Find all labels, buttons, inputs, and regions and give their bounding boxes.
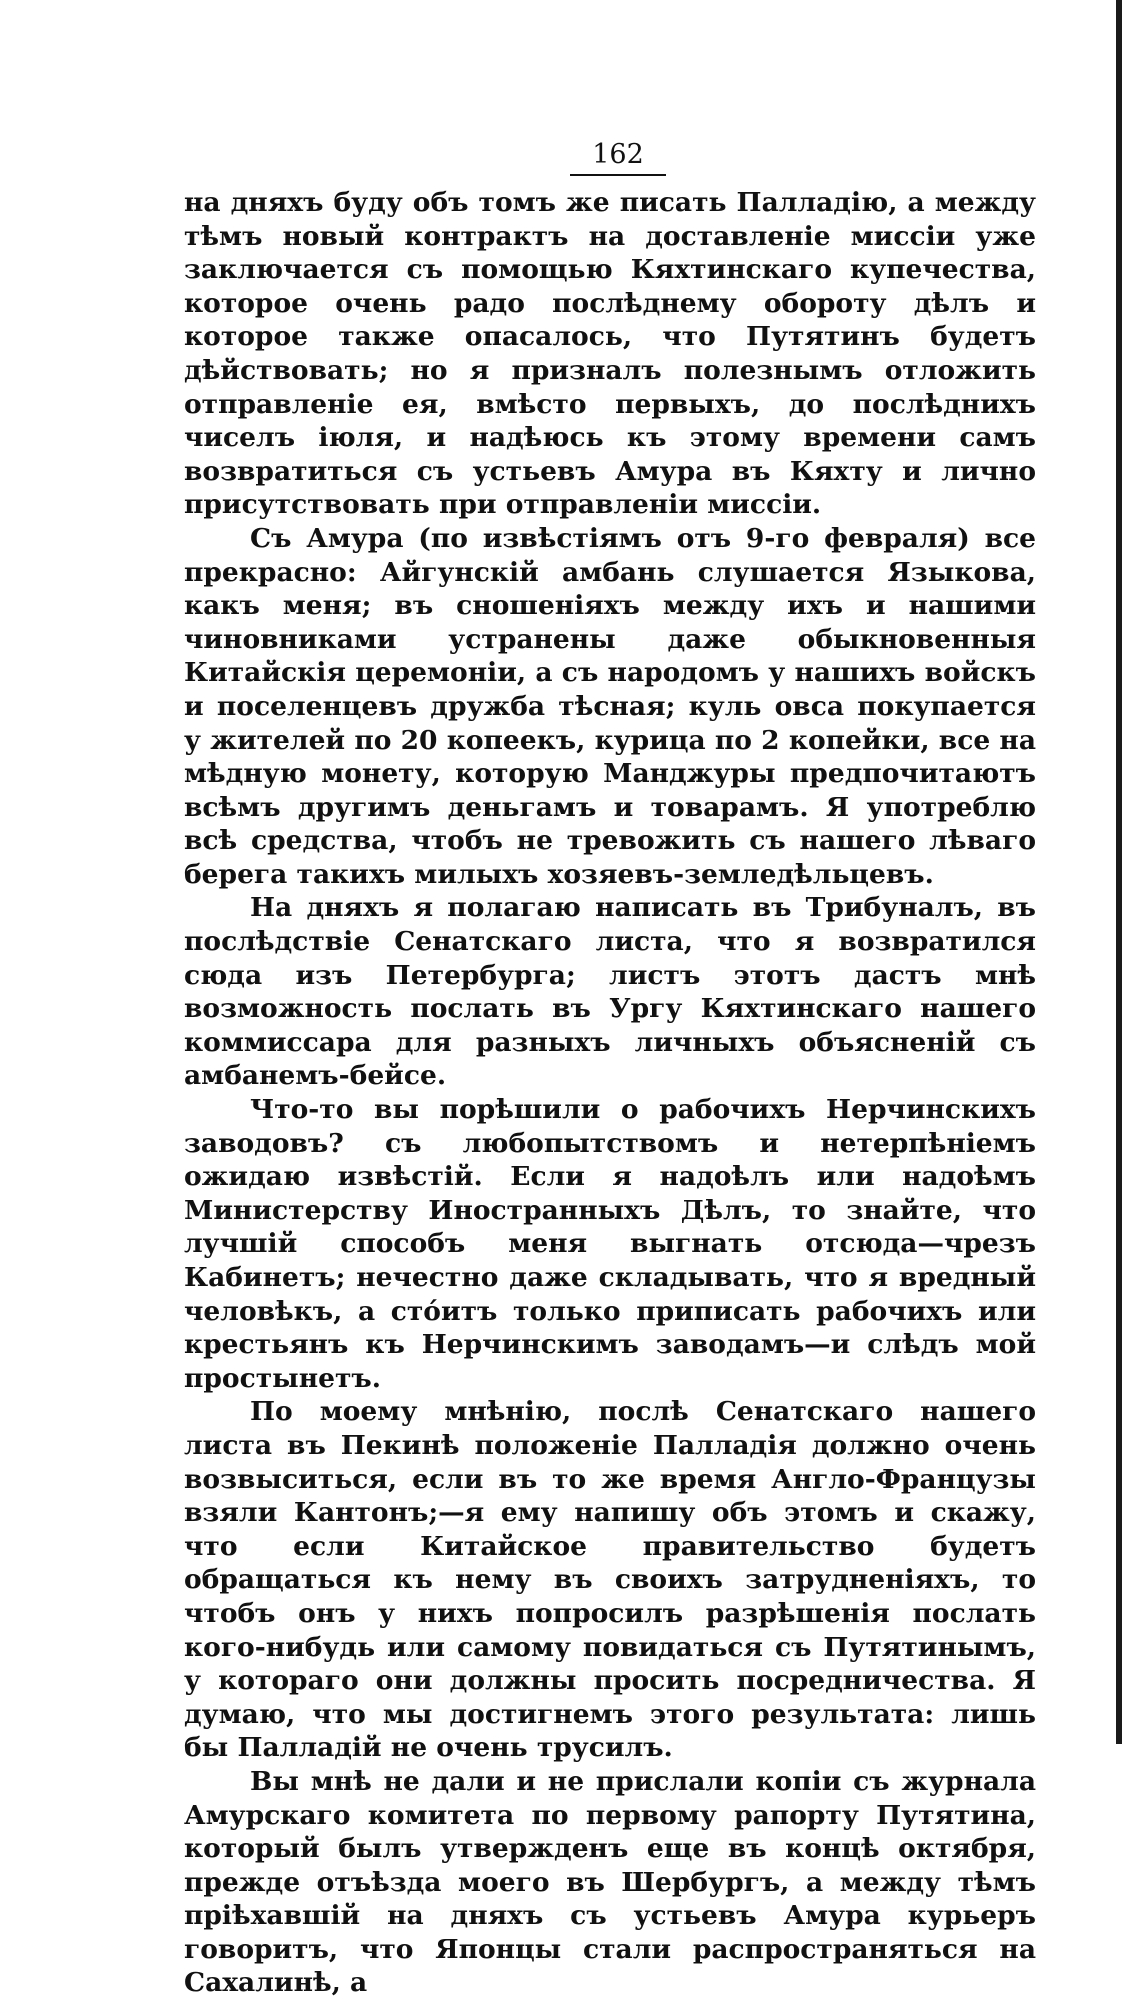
paragraph-2: Съ Амура (по извѣстіямъ отъ 9-го февраля) все прекрасно: Айгунскій амбань слушается Языкова, какъ меня; въ сношеніяхъ между ихъ и нашими чиновниками устранены даже обыкновенныя Китайскія церемоніи, а съ народомъ у нашихъ войскъ и поселенцевъ дружба тѣсная; куль овса покупается у жителей по 20 копеекъ, курица по 2 копейки, все на мѣдную монету, которую Манджуры предпочитаютъ всѣмъ другимъ деньгамъ и товарамъ. Я употреблю всѣ средства, чтобъ не тревожить съ нашего лѣваго берега такихъ милыхъ хозяевъ-земледѣльцевъ.	[184, 522, 1036, 890]
paragraph-6: Вы мнѣ не дали и не прислали копіи съ журнала Амурскаго комитета по первому рапорту Путятина, который былъ утвержденъ еще въ концѣ октября, прежде отъѣзда моего въ Шербургъ, а между тѣмъ пріѣхавшій на дняхъ съ устьевъ Амура курьеръ говоритъ, что Японцы стали распространяться на Сахалинѣ, а	[184, 1765, 1036, 1999]
paragraph-3: На дняхъ я полагаю написать въ Трибуналъ, въ послѣдствіе Сенатскаго листа, что я возвратился сюда изъ Петербурга; листъ этотъ дастъ мнѣ возможность послать въ Ургу Кяхтинскаго нашего коммиссара для разныхъ личныхъ объясненій съ амбанемъ-бейсе.	[184, 892, 1036, 1092]
paragraph-1: на дняхъ буду объ томъ же писать Палладію, а между тѣмъ новый контрактъ на доставленіе миссіи уже заключается съ помощью Кяхтинскаго купечества, которое очень радо послѣднему обороту дѣлъ и которое также опасалось, что Путятинъ будетъ дѣйствовать; но я призналъ полезнымъ отложить отправленіе ея, вмѣсто первыхъ, до послѣднихъ чиселъ іюля, и надѣюсь къ этому времени самъ возвратиться съ устьевъ Амура въ Кяхту и лично присутствовать при отправленіи миссіи.	[184, 187, 1036, 521]
page-number: 162	[570, 138, 666, 176]
paragraph-5: По моему мнѣнію, послѣ Сенатскаго нашего листа въ Пекинѣ положеніе Палладія должно очень возвыситься, если въ то же время Англо-Французы взяли Кантонъ;—я ему напишу объ этомъ и скажу, что если Китайское правительство будетъ обращаться къ нему въ своихъ затрудненіяхъ, то чтобъ онъ у нихъ попросилъ разрѣшенія послать кого-нибудь или самому повидаться съ Путятинымъ, у котораго они должны просить посредничества. Я думаю, что мы достигнемъ этого результата: лишь бы Палладій не очень трусилъ.	[184, 1396, 1036, 1764]
page-edge-shadow	[1116, 0, 1122, 1744]
paragraph-4: Что-то вы порѣшили о рабочихъ Нерчинскихъ заводовъ? съ любопытствомъ и нетерпѣніемъ ожидаю извѣстій. Если я надоѣлъ или надоѣмъ Министерству Иностранныхъ Дѣлъ, то знайте, что лучшій способъ меня выгнать отсюда—чрезъ Кабинетъ; нечестно даже складывать, что я вредный человѣкъ, а стóитъ только приписать рабочихъ или крестьянъ къ Нерчинскимъ заводамъ—и слѣдъ мой простынетъ.	[184, 1094, 1036, 1394]
body-text	[184, 186, 1036, 2000]
